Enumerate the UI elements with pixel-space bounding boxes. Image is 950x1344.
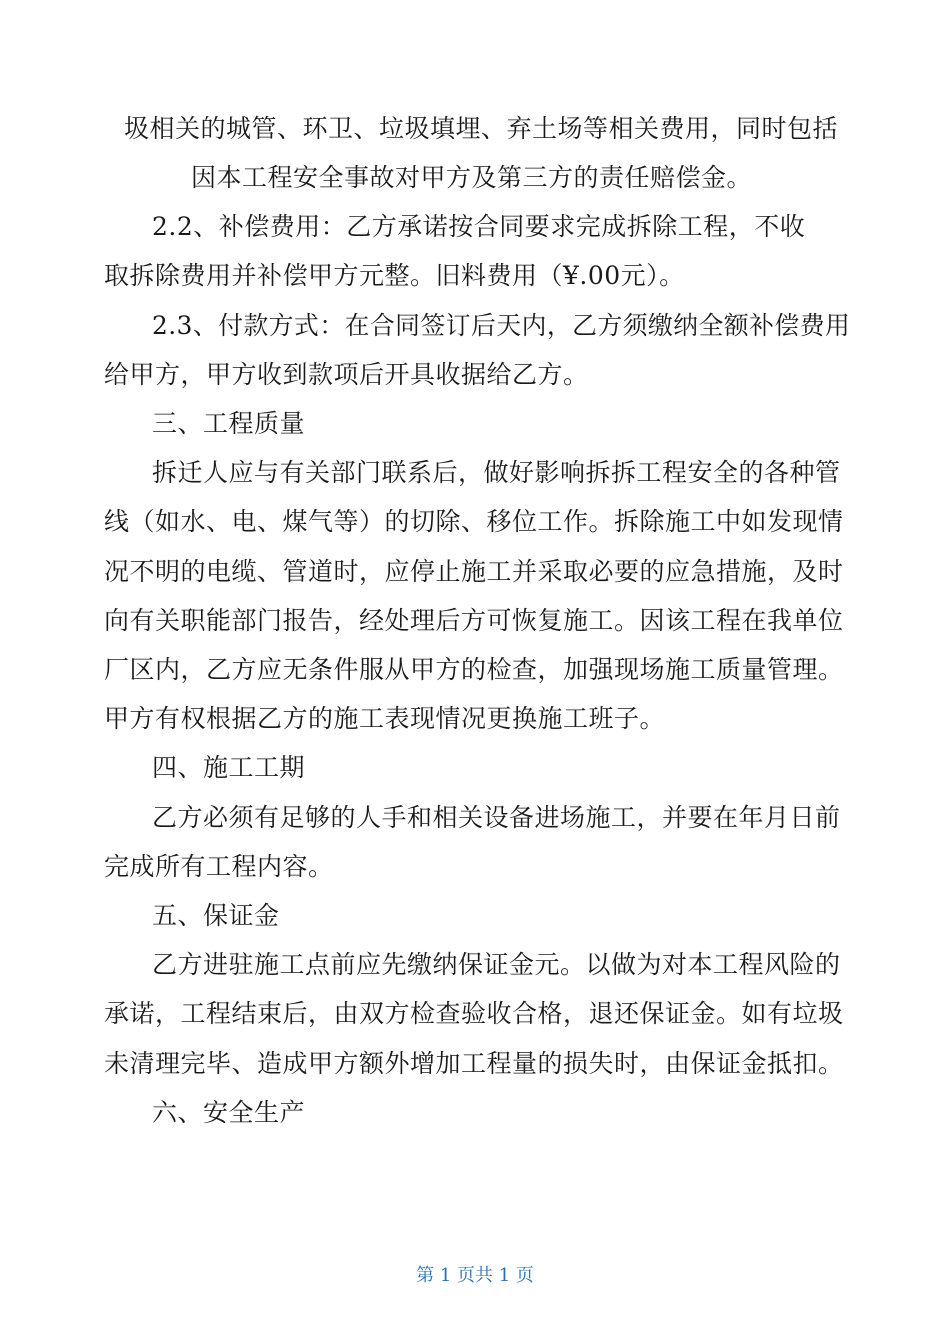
- paragraph-line: 况不明的电缆、管道时，应停止施工并采取必要的应急措施，及时: [104, 557, 844, 586]
- paragraph-line: 2.2、补偿费用：乙方承诺按合同要求完成拆除工程，不收: [152, 212, 806, 241]
- section-heading: 四、施工工期: [152, 753, 306, 782]
- section-heading: 三、工程质量: [152, 409, 306, 438]
- paragraph-line: 因本工程安全事故对甲方及第三方的责任赔偿金。: [191, 163, 753, 192]
- paragraph-line: 取拆除费用并补偿甲方元整。旧料费用（¥.00元）。: [104, 261, 685, 290]
- paragraph-line: 2.3、付款方式：在合同签订后天内，乙方须缴纳全额补偿费用: [152, 311, 851, 340]
- paragraph-line: 厂区内，乙方应无条件服从甲方的检查，加强现场施工质量管理。: [104, 655, 844, 684]
- paragraph-line: 线（如水、电、煤气等）的切除、移位工作。拆除施工中如发现情: [104, 507, 844, 536]
- page-number-footer: 第 1 页共 1 页: [416, 1265, 534, 1286]
- paragraph-line: 拆迁人应与有关部门联系后，做好影响拆拆工程安全的各种管: [152, 458, 841, 487]
- paragraph-line: 完成所有工程内容。: [104, 852, 334, 881]
- paragraph-line: 未清理完毕、造成甲方额外增加工程量的损失时，由保证金抵扣。: [104, 1049, 844, 1078]
- paragraph-line: 圾相关的城管、环卫、垃圾填埋、弃土场等相关费用，同时包括: [124, 114, 839, 143]
- paragraph-line: 乙方进驻施工点前应先缴纳保证金元。以做为对本工程风险的: [152, 950, 841, 979]
- section-heading: 六、安全生产: [152, 1098, 306, 1127]
- paragraph-line: 承诺，工程结束后，由双方检查验收合格，退还保证金。如有垃圾: [104, 999, 844, 1028]
- section-heading: 五、保证金: [152, 901, 280, 930]
- paragraph-line: 乙方必须有足够的人手和相关设备进场施工，并要在年月日前: [152, 803, 841, 832]
- paragraph-line: 向有关职能部门报告，经处理后方可恢复施工。因该工程在我单位: [104, 606, 844, 635]
- paragraph-line: 给甲方，甲方收到款项后开具收据给乙方。: [104, 360, 589, 389]
- paragraph-line: 甲方有权根据乙方的施工表现情况更换施工班子。: [104, 704, 666, 733]
